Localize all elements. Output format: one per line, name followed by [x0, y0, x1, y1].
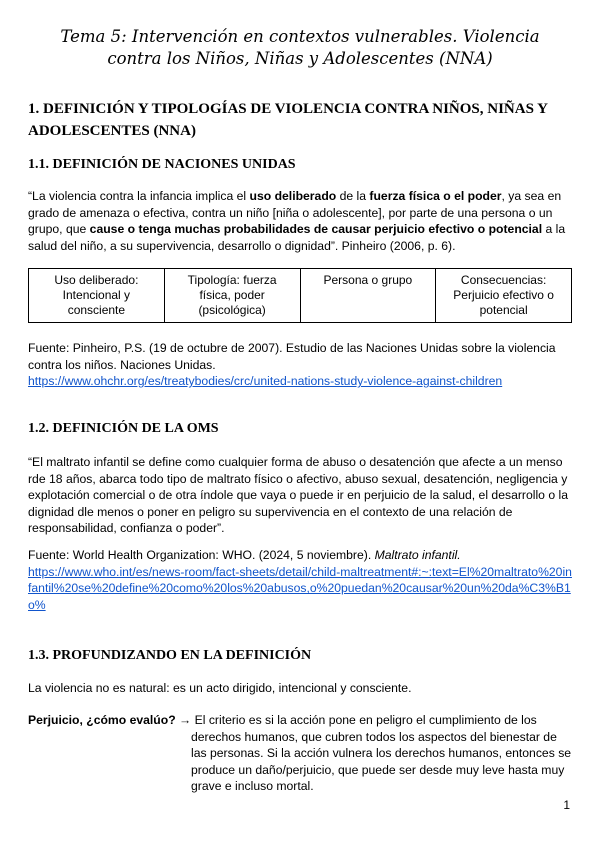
quote-text: “La violencia contra la infancia implica el	[28, 189, 250, 203]
quote-text: de la	[336, 189, 370, 203]
table-row	[29, 269, 572, 323]
section-1-3-intro: La violencia no es natural: es un acto dirigido, intencional y consciente.	[28, 681, 412, 695]
source-text: Fuente: World Health Organization: WHO. (2024, 5 noviembre).	[28, 548, 375, 562]
oms-source-link[interactable]: https://www.who.int/es/news-room/fact-sheets/detail/child-maltreatment#:~:text=El%20maltrato%20infantil%20se%20define%20como%20los%20abusos,o%20puedan%20causar%20un%20da%C3%B1o%	[28, 564, 572, 612]
section-1-3-heading: 1.3. PROFUNDIZANDO EN LA DEFINICIÓN	[28, 648, 312, 663]
document-title: Tema 5: Intervención en contextos vulnerables. Violencia contra los Niños, Niñas y Adolescentes (NNA)	[60, 27, 540, 68]
section-1-2-heading: 1.2. DEFINICIÓN DE LA OMS	[28, 421, 219, 436]
table-cell: Persona o grupo	[300, 269, 436, 323]
quote-text: , ya sea en grado de amenaza o efectiva, contra un niño [niña o adolescente], por parte de una persona o un grupo, que	[28, 189, 562, 237]
perjuicio-text: El criterio es si la acción pone en peligro el cumplimiento de los	[194, 713, 537, 727]
oms-source	[28, 547, 573, 613]
quote-text: a la salud del niño, a su supervivencia, desarrollo o dignidad”. Pinheiro (2006, p. 6).	[28, 222, 566, 253]
source-text: Fuente: Pinheiro, P.S. (19 de octubre de 2007). Estudio de las Naciones Unidas sobre la violencia contra los niños. Naciones Unidas.	[28, 341, 556, 372]
section-1-heading: 1. DEFINICIÓN Y TIPOLOGÍAS DE VIOLENCIA CONTRA NIÑOS, NIÑAS Y ADOLESCENTES (NNA)	[28, 101, 548, 139]
perjuicio-label: Perjuicio, ¿cómo evalúo?	[28, 713, 176, 727]
definition-table	[28, 268, 572, 323]
quote-bold-text: uso deliberado	[249, 189, 337, 203]
un-definition-quote	[28, 188, 573, 254]
perjuicio-text-continued: derechos humanos, que cubren todos los aspectos del bienestar de las personas. Si la acción vulnera los derechos humanos, entonces se produce un daño/perjuicio, que puede ser desde muy leve hasta muy grave e incluso mortal.	[191, 729, 572, 794]
quote-bold-text: fuerza física o el poder	[369, 189, 502, 203]
page-number: 1	[563, 798, 570, 812]
table-cell: Uso deliberado: Intencional y consciente	[29, 269, 165, 323]
un-source-link[interactable]: https://www.ohchr.org/es/treatybodies/crc/united-nations-study-violence-against-children	[28, 374, 503, 389]
un-source	[28, 340, 573, 390]
table-cell: Tipología: fuerza física, poder (psicológica)	[164, 269, 300, 323]
perjuicio-paragraph	[28, 712, 573, 795]
arrow-icon: →	[175, 713, 195, 727]
oms-definition-quote: “El maltrato infantil se define como cualquier forma de abuso o desatención que afecte a un menso rde 18 años, abarca todo tipo de maltrato físico o afectivo, abuso sexual, desatención, negligencia y explotación comercial o de otra índole que vaya o puede ir en perjuicio de la salud, el desarrollo o la dignidad dle menos o poner en peligro su supervivencia en el contexto de una relación de responsabilidad, confianza o poder”.	[28, 455, 568, 536]
section-1-1-heading: 1.1. DEFINICIÓN DE NACIONES UNIDAS	[28, 157, 296, 172]
source-title: Maltrato infantil.	[374, 548, 461, 562]
quote-bold-text: cause o tenga muchas probabilidades de causar perjuicio efectivo o potencial	[89, 222, 543, 237]
table-cell: Consecuencias: Perjuicio efectivo o potencial	[436, 269, 572, 323]
